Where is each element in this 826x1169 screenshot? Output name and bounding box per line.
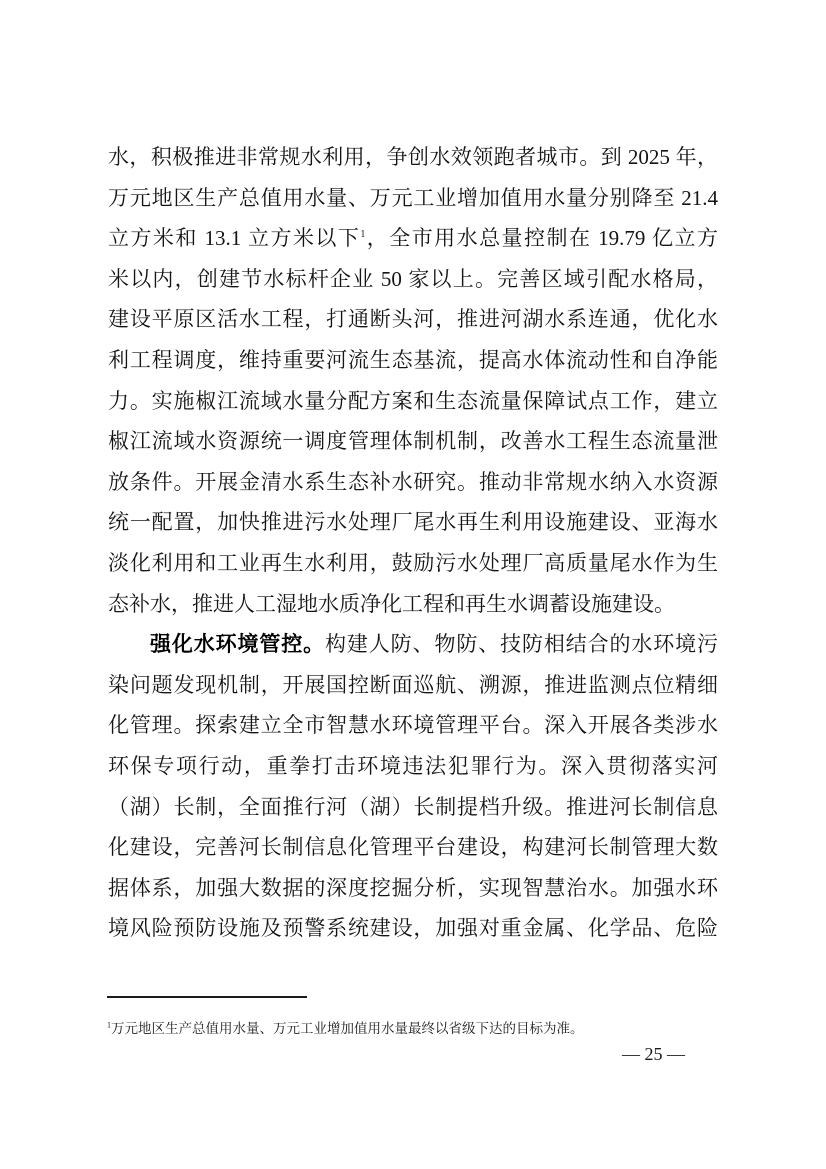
paragraph-1-line: 利工程调度，维持重要河流生态基流，提高水体流动性和自净能 <box>108 347 718 372</box>
paragraph-1-line: 水，积极推进非常规水利用，争创水效领跑者城市。到 2025 年， <box>108 145 718 169</box>
paragraph-2-line: （湖）长制，全面推行河（湖）长制提档升级。推进河长制信息 <box>108 794 718 819</box>
page-number: — 25 — <box>622 1044 685 1064</box>
paragraph-1-line: 米以内，创建节水标杆企业 50 家以上。完善区域引配水格局， <box>108 266 718 291</box>
paragraph-2-line: 化管理。探索建立全市智慧水环境管理平台。深入开展各类涉水 <box>108 713 718 738</box>
paragraph-1-line: 椒江流域水资源统一调度管理体制机制，改善水工程生态流量泄 <box>108 429 718 454</box>
paragraph-2-heading: 强化水环境管控。 <box>150 632 326 657</box>
paragraph-2-line: 据体系，加强大数据的深度挖掘分析，实现智慧治水。加强水环 <box>108 875 718 900</box>
body-text <box>108 137 718 949</box>
paragraph-2-first-line <box>108 624 718 665</box>
paragraph-1-line: 淡化利用和工业再生水利用，鼓励污水处理厂高质量尾水作为生 <box>108 550 718 575</box>
paragraph-1-line: 万元地区生产总值用水量、万元工业增加值用水量分别降至 21.4 <box>108 185 718 210</box>
footnote-line-after: ，全市用水总量控制在 19.79 亿立方 <box>365 226 719 251</box>
paragraph-1-line: 建设平原区活水工程，打通断头河，推进河湖水系连通，优化水 <box>108 307 718 332</box>
paragraph-2-line: 染问题发现机制，开展国控断面巡航、溯源，推进监测点位精细 <box>108 672 718 697</box>
paragraph-1-footnote-line <box>108 218 718 259</box>
paragraph-1-line: 放条件。开展金清水系生态补水研究。推动非常规水纳入水资源 <box>108 469 718 494</box>
footnote-reference-marker: 1 <box>360 229 366 241</box>
paragraph-2-line: 化建设，完善河长制信息化管理平台建设，构建河长制管理大数 <box>108 835 718 860</box>
footnote-separator <box>107 996 307 998</box>
paragraph-1-last-line: 态补水，推进人工湿地水质净化工程和再生水调蓄设施建设。 <box>108 591 675 616</box>
paragraph-2-first-line-text: 构建人防、物防、技防相结合的水环境污 <box>325 632 719 657</box>
footnote-marker: 1 <box>107 1020 111 1030</box>
paragraph-2-line: 境风险预防设施及预警系统建设，加强对重金属、化学品、危险 <box>108 916 718 941</box>
paragraph-1-line: 统一配置，加快推进污水处理厂尾水再生利用设施建设、亚海水 <box>108 510 718 535</box>
paragraph-1-line: 力。实施椒江流域水量分配方案和生态流量保障试点工作，建立 <box>108 388 718 413</box>
footnote <box>107 1019 727 1039</box>
footnote-line-before: 立方米和 13.1 立方米以下 <box>108 226 361 251</box>
paragraph-2-line: 环保专项行动，重拳打击环境违法犯罪行为。深入贯彻落实河 <box>108 753 718 778</box>
footnote-text: 万元地区生产总值用水量、万元工业增加值用水量最终以省级下达的目标为准。 <box>111 1021 584 1036</box>
